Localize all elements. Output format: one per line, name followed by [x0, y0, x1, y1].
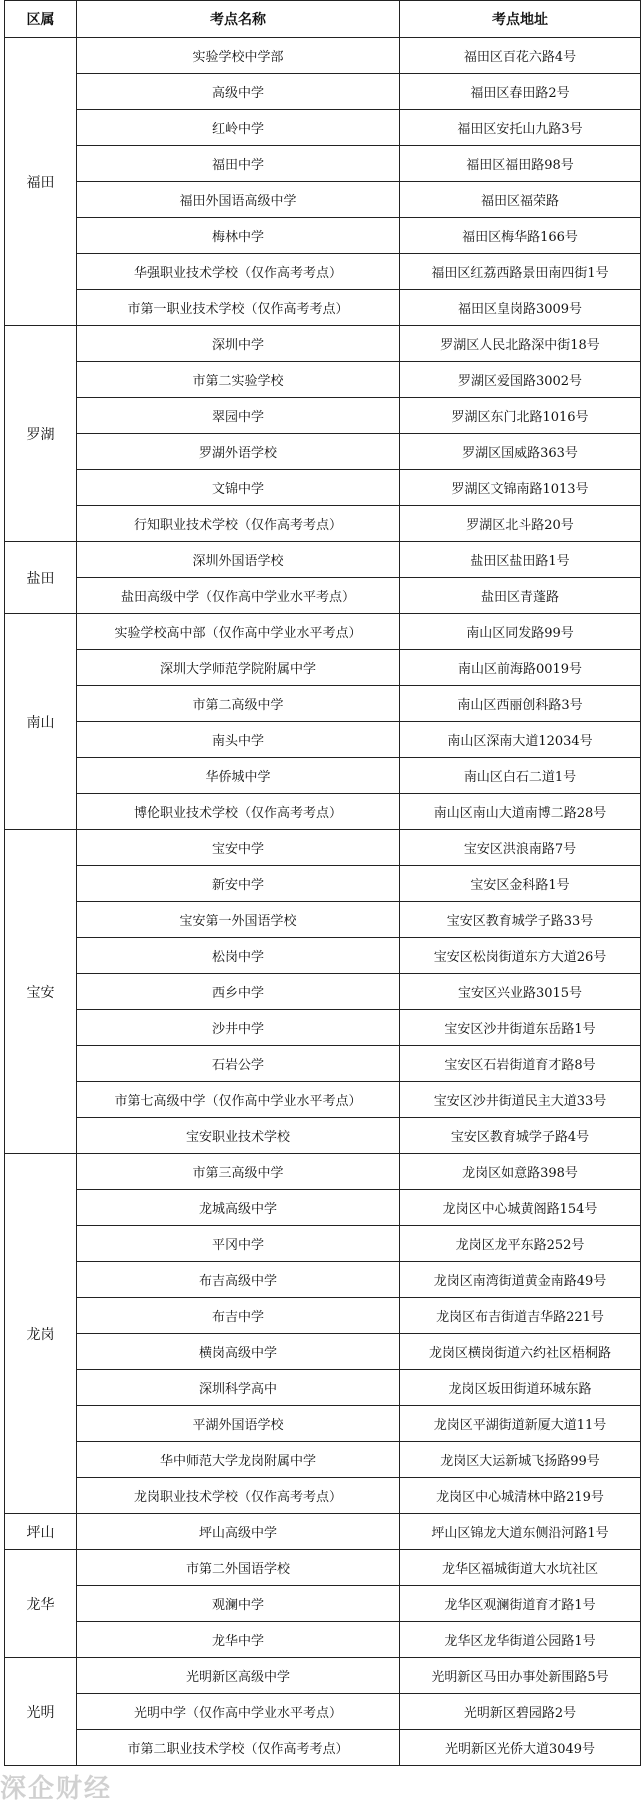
site-name-cell: 宝安职业技术学校 [77, 1118, 400, 1154]
header-name: 考点名称 [77, 1, 400, 38]
site-name-cell: 实验学校高中部（仅作高中学业水平考点） [77, 614, 400, 650]
site-name-cell: 宝安第一外国语学校 [77, 902, 400, 938]
site-name-cell: 布吉中学 [77, 1298, 400, 1334]
site-address-cell: 罗湖区爱国路3002号 [400, 362, 641, 398]
site-address-cell: 宝安区沙井街道东岳路1号 [400, 1010, 641, 1046]
site-address-cell: 盐田区盐田路1号 [400, 542, 641, 578]
table-row [5, 254, 641, 290]
district-cell: 坪山 [5, 1514, 77, 1550]
table-row [5, 1190, 641, 1226]
site-address-cell: 龙岗区南湾街道黄金南路49号 [400, 1262, 641, 1298]
site-address-cell: 龙岗区如意路398号 [400, 1154, 641, 1190]
site-address-cell: 罗湖区人民北路深中街18号 [400, 326, 641, 362]
site-name-cell: 光明新区高级中学 [77, 1658, 400, 1694]
site-name-cell: 市第二职业技术学校（仅作高考考点） [77, 1730, 400, 1766]
table-row [5, 1406, 641, 1442]
site-address-cell: 宝安区洪浪南路7号 [400, 830, 641, 866]
district-cell: 福田 [5, 38, 77, 326]
table-row [5, 794, 641, 830]
watermark-logo: 深企财经 [0, 1774, 113, 1804]
exam-sites-sheet [4, 0, 640, 1766]
site-name-cell: 平冈中学 [77, 1226, 400, 1262]
site-address-cell: 光明新区马田办事处新围路5号 [400, 1658, 641, 1694]
district-cell: 南山 [5, 614, 77, 830]
table-row [5, 1658, 641, 1694]
site-name-cell: 沙井中学 [77, 1010, 400, 1046]
site-name-cell: 市第二实验学校 [77, 362, 400, 398]
site-address-cell: 福田区春田路2号 [400, 74, 641, 110]
site-name-cell: 罗湖外语学校 [77, 434, 400, 470]
table-row [5, 1262, 641, 1298]
site-name-cell: 西乡中学 [77, 974, 400, 1010]
site-address-cell: 龙岗区横岗街道六约社区梧桐路 [400, 1334, 641, 1370]
table-row [5, 1082, 641, 1118]
site-address-cell: 宝安区沙井街道民主大道33号 [400, 1082, 641, 1118]
site-name-cell: 横岗高级中学 [77, 1334, 400, 1370]
site-name-cell: 深圳科学高中 [77, 1370, 400, 1406]
site-name-cell: 博伦职业技术学校（仅作高考考点） [77, 794, 400, 830]
site-address-cell: 福田区百花六路4号 [400, 38, 641, 74]
site-address-cell: 宝安区金科路1号 [400, 866, 641, 902]
site-name-cell: 坪山高级中学 [77, 1514, 400, 1550]
table-row [5, 1226, 641, 1262]
site-address-cell: 福田区皇岗路3009号 [400, 290, 641, 326]
site-name-cell: 市第二高级中学 [77, 686, 400, 722]
table-row [5, 326, 641, 362]
table-row [5, 506, 641, 542]
table-row [5, 74, 641, 110]
district-cell: 罗湖 [5, 326, 77, 542]
district-cell: 盐田 [5, 542, 77, 614]
table-row [5, 1514, 641, 1550]
table-row [5, 1370, 641, 1406]
table-row [5, 542, 641, 578]
site-name-cell: 华侨城中学 [77, 758, 400, 794]
site-address-cell: 福田区福荣路 [400, 182, 641, 218]
district-cell: 龙岗 [5, 1154, 77, 1514]
site-address-cell: 龙岗区大运新城飞扬路99号 [400, 1442, 641, 1478]
table-row [5, 470, 641, 506]
site-address-cell: 南山区西丽创科路3号 [400, 686, 641, 722]
site-address-cell: 宝安区兴业路3015号 [400, 974, 641, 1010]
site-name-cell: 观澜中学 [77, 1586, 400, 1622]
site-name-cell: 华中师范大学龙岗附属中学 [77, 1442, 400, 1478]
site-name-cell: 深圳大学师范学院附属中学 [77, 650, 400, 686]
site-address-cell: 南山区前海路0019号 [400, 650, 641, 686]
table-row [5, 1478, 641, 1514]
site-name-cell: 高级中学 [77, 74, 400, 110]
table-row [5, 1118, 641, 1154]
site-name-cell: 市第七高级中学（仅作高中学业水平考点） [77, 1082, 400, 1118]
table-row [5, 38, 641, 74]
district-cell: 宝安 [5, 830, 77, 1154]
table-row [5, 1694, 641, 1730]
site-address-cell: 福田区福田路98号 [400, 146, 641, 182]
table-row [5, 290, 641, 326]
site-address-cell: 罗湖区国威路363号 [400, 434, 641, 470]
site-name-cell: 华强职业技术学校（仅作高考考点） [77, 254, 400, 290]
table-row [5, 866, 641, 902]
site-name-cell: 市第二外国语学校 [77, 1550, 400, 1586]
site-address-cell: 福田区安托山九路3号 [400, 110, 641, 146]
site-name-cell: 文锦中学 [77, 470, 400, 506]
site-name-cell: 盐田高级中学（仅作高中学业水平考点） [77, 578, 400, 614]
site-address-cell: 罗湖区北斗路20号 [400, 506, 641, 542]
site-name-cell: 龙城高级中学 [77, 1190, 400, 1226]
site-address-cell: 南山区同发路99号 [400, 614, 641, 650]
site-address-cell: 盐田区青蓬路 [400, 578, 641, 614]
site-address-cell: 光明新区光侨大道3049号 [400, 1730, 641, 1766]
table-row [5, 110, 641, 146]
district-cell: 光明 [5, 1658, 77, 1766]
site-address-cell: 龙华区观澜街道育才路1号 [400, 1586, 641, 1622]
table-row [5, 1442, 641, 1478]
table-row [5, 902, 641, 938]
site-address-cell: 宝安区松岗街道东方大道26号 [400, 938, 641, 974]
site-address-cell: 龙岗区布吉街道吉华路221号 [400, 1298, 641, 1334]
site-address-cell: 宝安区教育城学子路4号 [400, 1118, 641, 1154]
site-name-cell: 红岭中学 [77, 110, 400, 146]
table-row [5, 1586, 641, 1622]
table-row [5, 434, 641, 470]
site-name-cell: 行知职业技术学校（仅作高考考点） [77, 506, 400, 542]
table-row [5, 1334, 641, 1370]
site-name-cell: 福田外国语高级中学 [77, 182, 400, 218]
site-name-cell: 深圳中学 [77, 326, 400, 362]
header-address: 考点地址 [400, 1, 641, 38]
table-row [5, 578, 641, 614]
site-name-cell: 福田中学 [77, 146, 400, 182]
site-name-cell: 翠园中学 [77, 398, 400, 434]
table-row [5, 182, 641, 218]
site-address-cell: 福田区梅华路166号 [400, 218, 641, 254]
header-row [5, 1, 641, 38]
site-name-cell: 平湖外国语学校 [77, 1406, 400, 1442]
header-district: 区属 [5, 1, 77, 38]
site-name-cell: 石岩公学 [77, 1046, 400, 1082]
table-row [5, 830, 641, 866]
table-row [5, 146, 641, 182]
site-name-cell: 实验学校中学部 [77, 38, 400, 74]
site-name-cell: 市第三高级中学 [77, 1154, 400, 1190]
site-address-cell: 宝安区教育城学子路33号 [400, 902, 641, 938]
table-body [5, 38, 641, 1766]
table-row [5, 1298, 641, 1334]
table-row [5, 1550, 641, 1586]
site-address-cell: 龙华区福城街道大水坑社区 [400, 1550, 641, 1586]
table-row [5, 722, 641, 758]
table-row [5, 650, 641, 686]
site-name-cell: 宝安中学 [77, 830, 400, 866]
site-name-cell: 新安中学 [77, 866, 400, 902]
site-address-cell: 南山区深南大道12034号 [400, 722, 641, 758]
table-row [5, 1622, 641, 1658]
site-address-cell: 宝安区石岩街道育才路8号 [400, 1046, 641, 1082]
site-name-cell: 梅林中学 [77, 218, 400, 254]
table-row [5, 1730, 641, 1766]
district-cell: 龙华 [5, 1550, 77, 1658]
site-address-cell: 罗湖区文锦南路1013号 [400, 470, 641, 506]
site-address-cell: 南山区白石二道1号 [400, 758, 641, 794]
site-name-cell: 深圳外国语学校 [77, 542, 400, 578]
site-address-cell: 福田区红荔西路景田南四街1号 [400, 254, 641, 290]
table-row [5, 758, 641, 794]
site-name-cell: 龙华中学 [77, 1622, 400, 1658]
table-row [5, 218, 641, 254]
site-name-cell: 光明中学（仅作高中学业水平考点） [77, 1694, 400, 1730]
table-row [5, 974, 641, 1010]
table-row [5, 1010, 641, 1046]
site-address-cell: 龙岗区中心城黄阁路154号 [400, 1190, 641, 1226]
table-row [5, 1154, 641, 1190]
site-name-cell: 市第一职业技术学校（仅作高考考点） [77, 290, 400, 326]
site-name-cell: 布吉高级中学 [77, 1262, 400, 1298]
table-row [5, 614, 641, 650]
site-address-cell: 龙华区龙华街道公园路1号 [400, 1622, 641, 1658]
site-address-cell: 罗湖区东门北路1016号 [400, 398, 641, 434]
site-address-cell: 龙岗区中心城清林中路219号 [400, 1478, 641, 1514]
table-row [5, 1046, 641, 1082]
exam-sites-table [4, 0, 641, 1766]
site-address-cell: 坪山区锦龙大道东侧沿河路1号 [400, 1514, 641, 1550]
table-row [5, 362, 641, 398]
site-address-cell: 龙岗区龙平东路252号 [400, 1226, 641, 1262]
table-row [5, 938, 641, 974]
site-address-cell: 龙岗区坂田街道环城东路 [400, 1370, 641, 1406]
site-name-cell: 松岗中学 [77, 938, 400, 974]
site-name-cell: 龙岗职业技术学校（仅作高考考点） [77, 1478, 400, 1514]
site-address-cell: 龙岗区平湖街道新厦大道11号 [400, 1406, 641, 1442]
table-row [5, 686, 641, 722]
table-row [5, 398, 641, 434]
site-address-cell: 光明新区碧园路2号 [400, 1694, 641, 1730]
site-name-cell: 南头中学 [77, 722, 400, 758]
site-address-cell: 南山区南山大道南博二路28号 [400, 794, 641, 830]
